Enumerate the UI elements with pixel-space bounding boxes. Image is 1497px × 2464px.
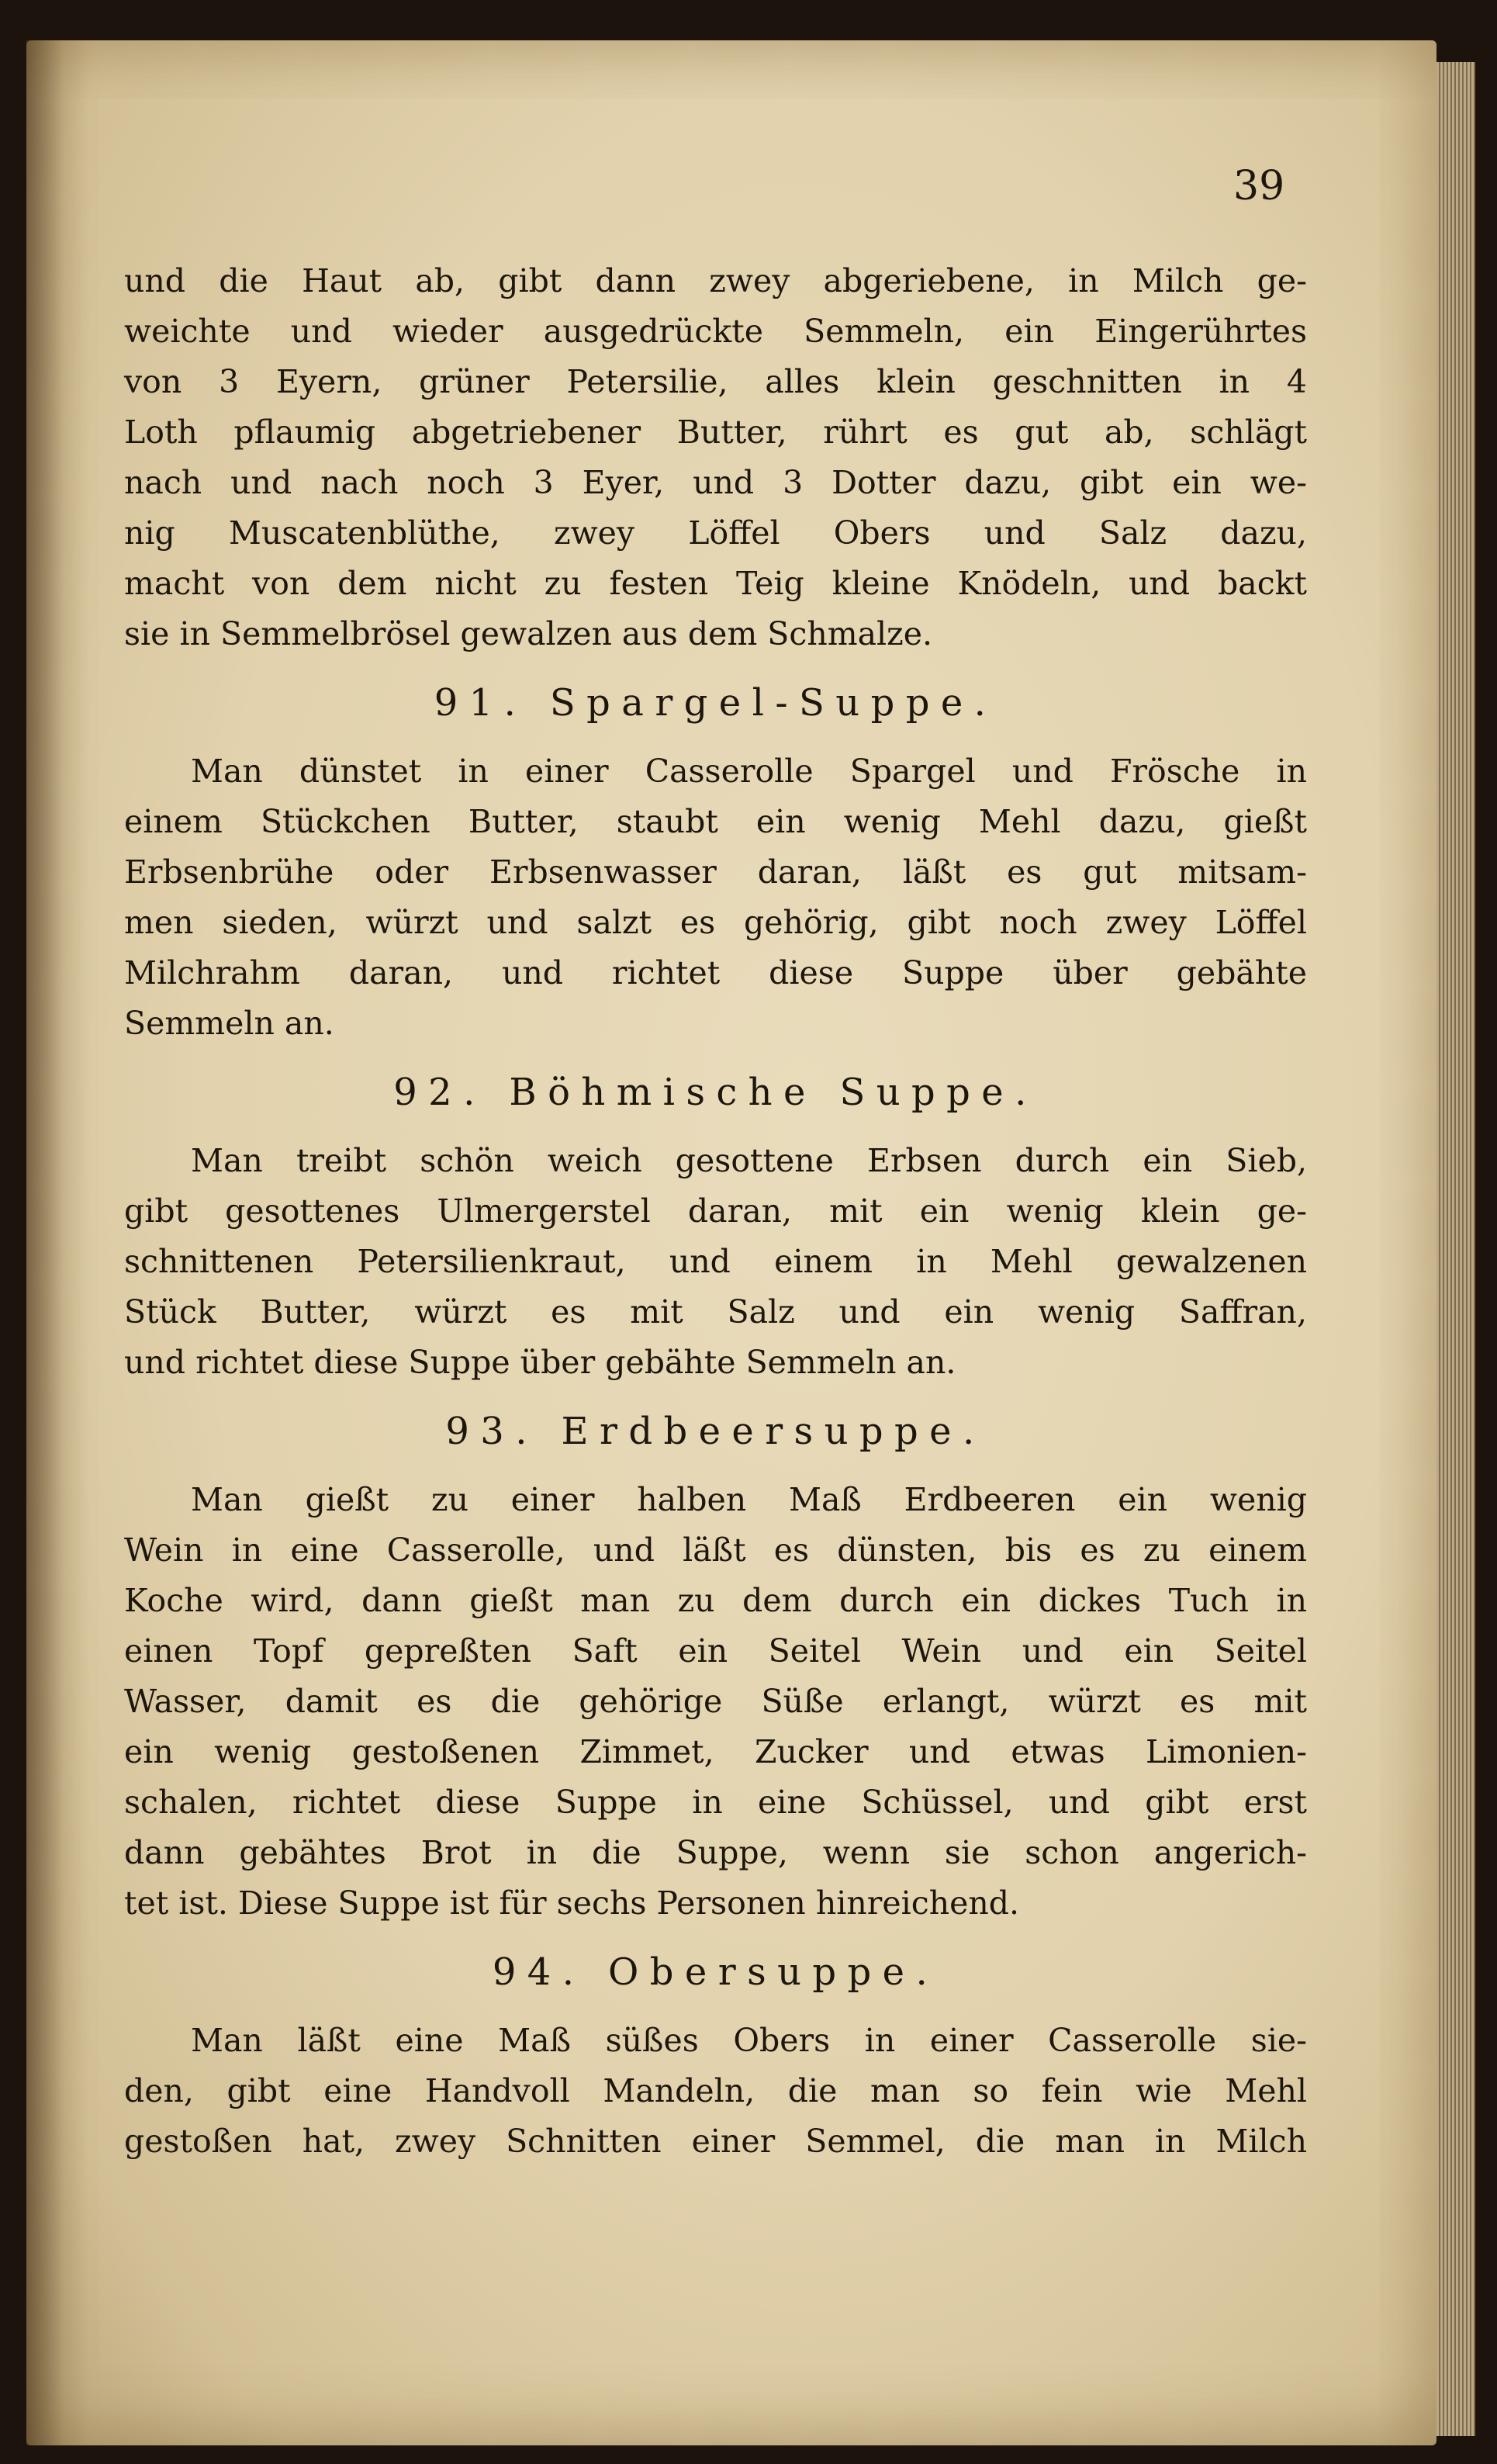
text-line: Erbsenbrühe oder Erbsenwasser daran, läßt es gut mitsam- [124,853,1307,891]
text-lines [124,256,1307,2167]
text-line: dann gebähtes Brot in die Suppe, wenn sie schon angerich- [124,1834,1307,1871]
text-line: Man gießt zu einer halben Maß Erdbeeren ein wenig [191,1481,1307,1518]
recipe-heading: 92. Böhmische Suppe. [393,1071,1038,1114]
text-line: einem Stückchen Butter, staubt ein wenig Mehl dazu, gießt [124,803,1307,840]
text-line: macht von dem nicht zu festen Teig kleine Knödeln, und backt [124,565,1307,602]
text-line: Semmeln an. [124,1005,334,1042]
text-line: Man treibt schön weich gesottene Erbsen durch ein Sieb, [191,1142,1307,1179]
text-line: nach und nach noch 3 Eyer, und 3 Dotter dazu, gibt ein we- [124,464,1307,501]
text-line: nig Muscatenblüthe, zwey Löffel Obers und Salz dazu, [124,514,1307,552]
text-line: Man läßt eine Maß süßes Obers in einer Casserolle sie- [191,2022,1307,2059]
text-line: tet ist. Diese Suppe ist für sechs Personen hinreichend. [124,1884,1020,1922]
text-line: schnittenen Petersilienkraut, und einem in Mehl gewalzenen [124,1243,1307,1280]
text-line: Loth pflaumig abgetriebener Butter, rührt es gut ab, schlägt [124,414,1307,451]
text-line: Wasser, damit es die gehörige Süße erlangt, würzt es mit [124,1683,1307,1720]
page-edges [1436,62,1475,2436]
text-line: Stück Butter, würzt es mit Salz und ein wenig Saffran, [124,1293,1307,1331]
recipe-heading: 94. Obersuppe. [492,1950,939,1994]
recipe-heading: 91. Spargel-Suppe. [434,681,997,725]
text-line: den, gibt eine Handvoll Mandeln, die man so fein wie Mehl [124,2072,1307,2109]
recipe-heading: 93. Erdbeersuppe. [445,1410,986,1453]
text-line: einen Topf gepreßten Saft ein Seitel Wein und ein Seitel [124,1632,1307,1670]
text-line: gibt gesottenes Ulmergerstel daran, mit ein wenig klein ge- [124,1192,1307,1230]
text-line: weichte und wieder ausgedrückte Semmeln, ein Eingerührtes [124,313,1307,350]
text-line: Man dünstet in einer Casserolle Spargel und Frösche in [191,753,1307,790]
page-number: 39 [1233,163,1285,209]
text-line: gestoßen hat, zwey Schnitten einer Semmel, die man in Milch [124,2123,1307,2160]
text-line: und richtet diese Suppe über gebähte Semmeln an. [124,1344,956,1381]
text-line: men sieden, würzt und salzt es gehörig, gibt noch zwey Löffel [124,904,1307,941]
text-line: Koche wird, dann gießt man zu dem durch ein dickes Tuch in [124,1582,1307,1619]
text-line: von 3 Eyern, grüner Petersilie, alles klein geschnitten in 4 [124,363,1307,400]
text-line: und die Haut ab, gibt dann zwey abgeriebene, in Milch ge- [124,262,1307,299]
text-line: Milchrahm daran, und richtet diese Suppe über gebähte [124,954,1307,991]
text-line: sie in Semmelbrösel gewalzen aus dem Schmalze. [124,615,933,652]
binding-gutter-shadow [26,40,88,2445]
text-line: Wein in eine Casserolle, und läßt es dünsten, bis es zu einem [124,1531,1307,1569]
text-line: ein wenig gestoßenen Zimmet, Zucker und etwas Limonien- [124,1733,1307,1770]
text-line: schalen, richtet diese Suppe in eine Schüssel, und gibt erst [124,1784,1307,1821]
